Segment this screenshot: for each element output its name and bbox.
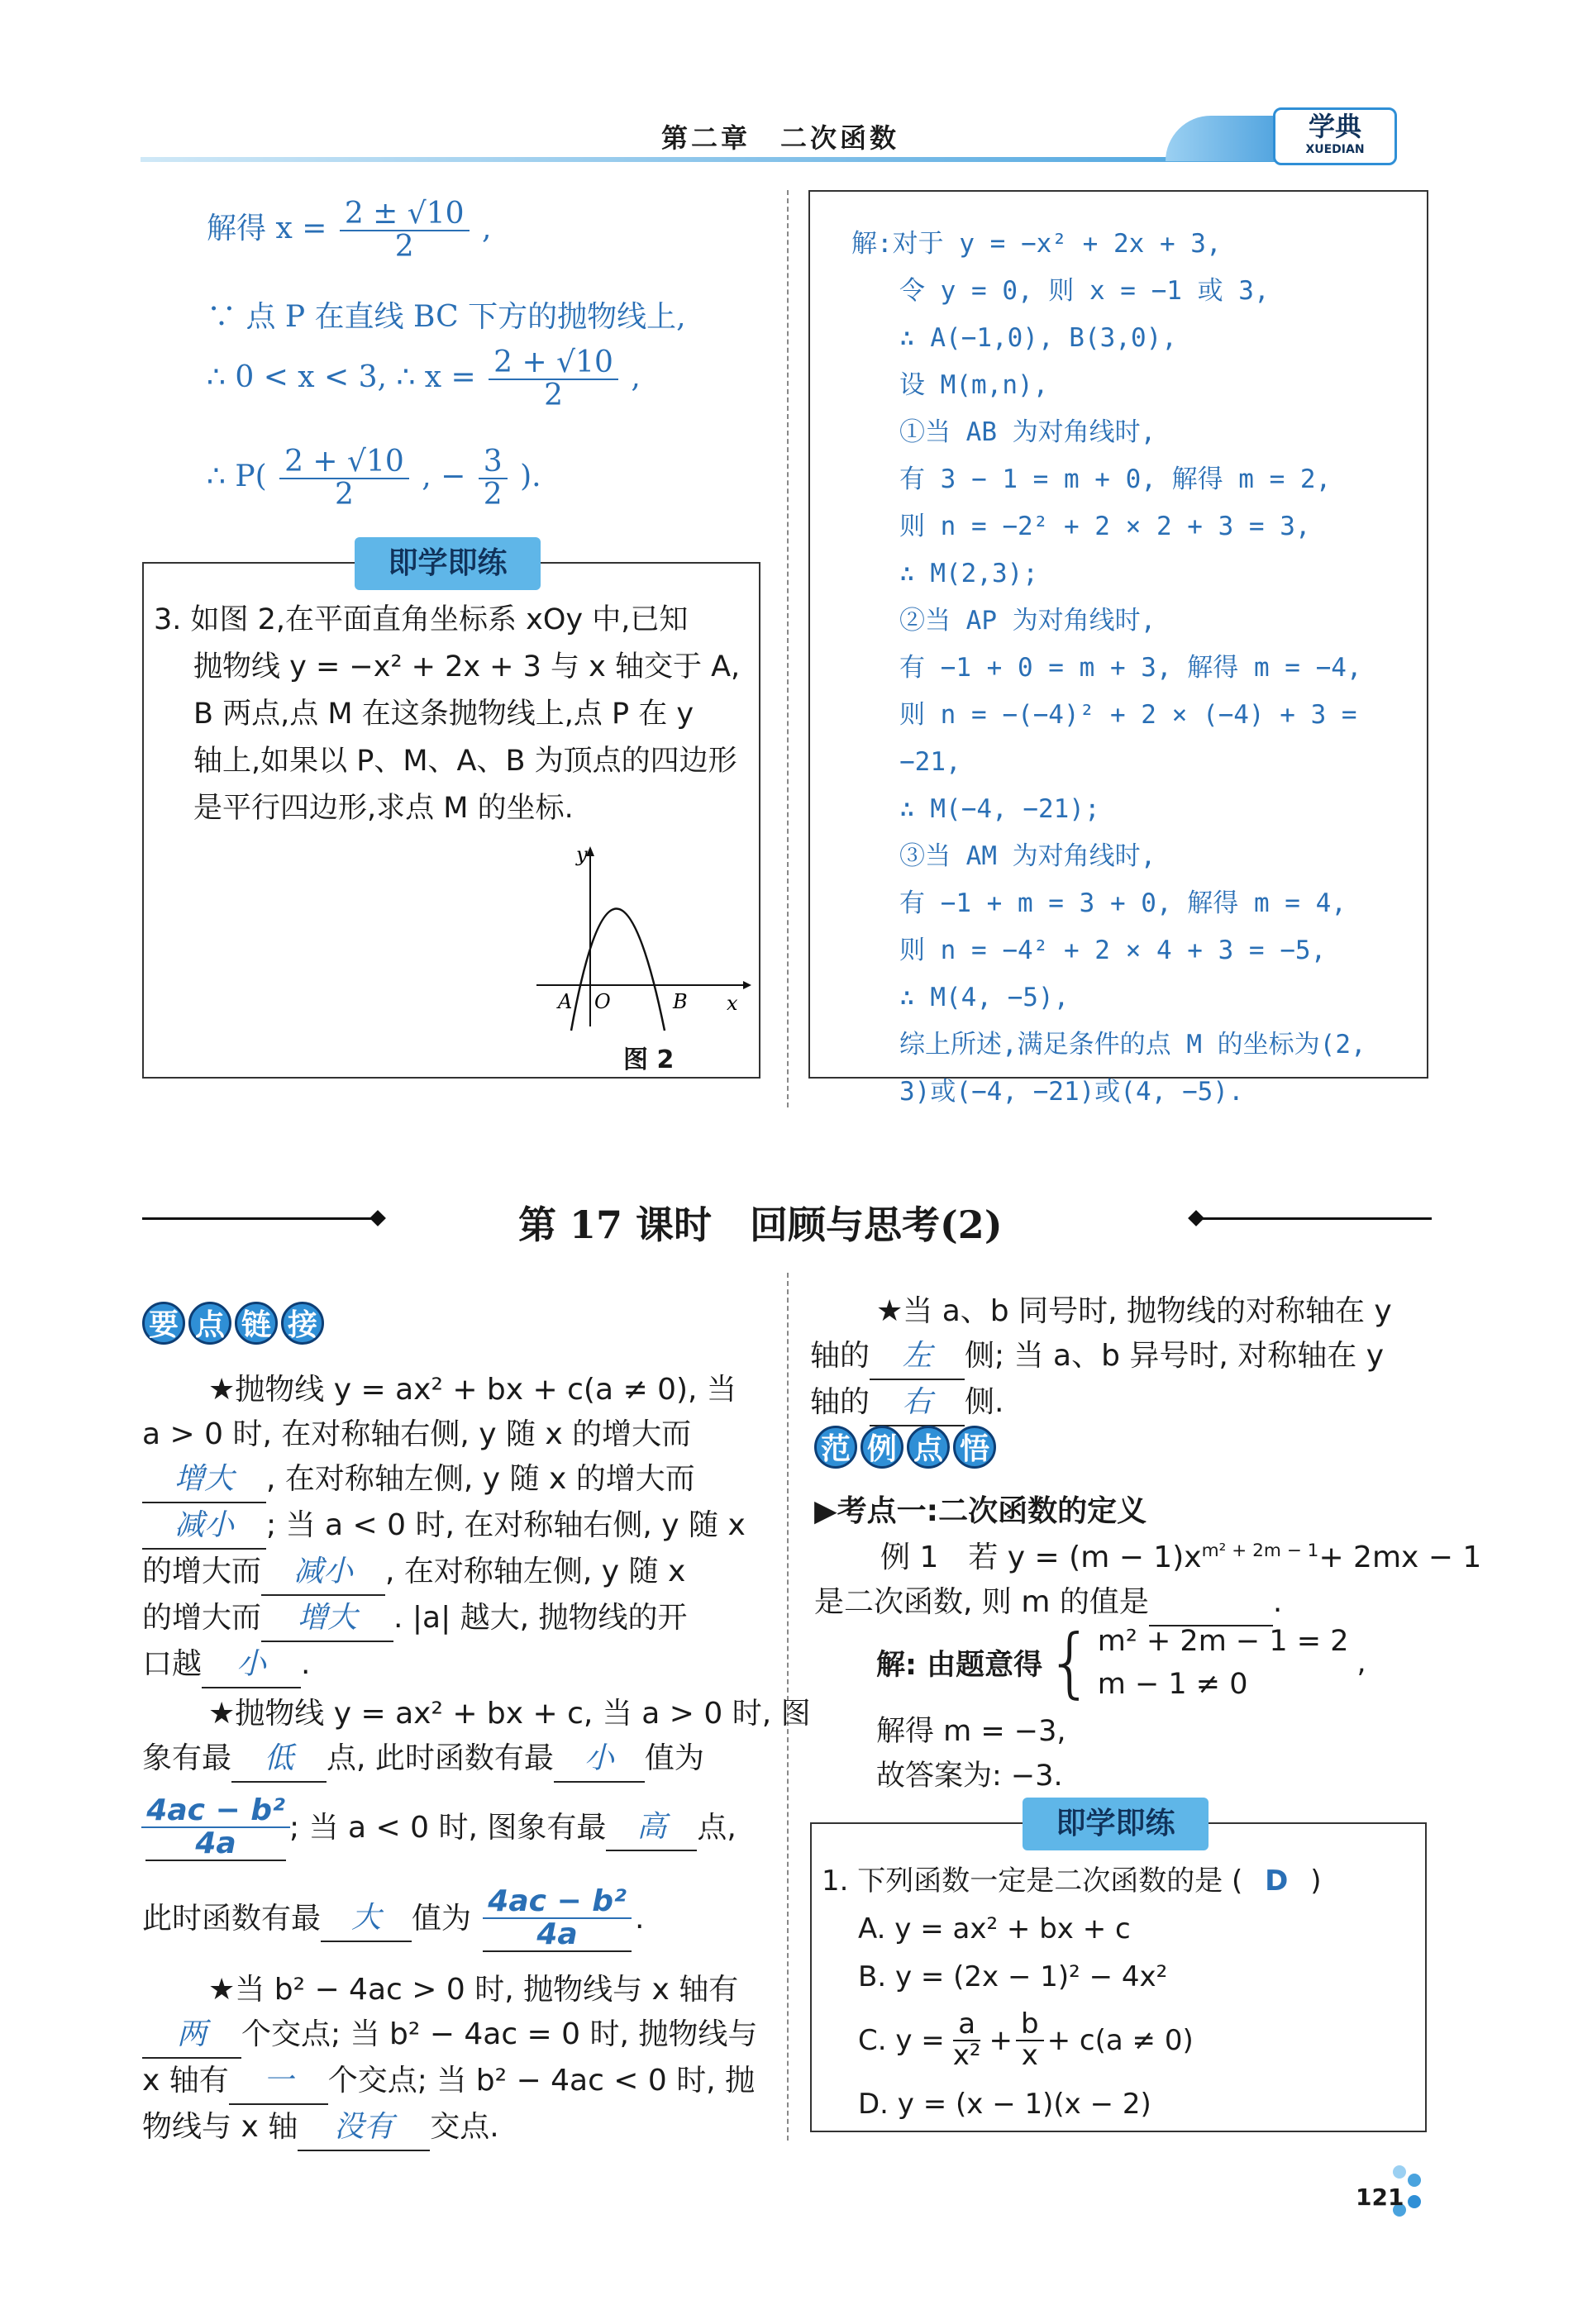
q1-answer: D: [1265, 1864, 1289, 1898]
solution-line-3: ∴ 0 < x < 3, ∴ x = $\frac{2 + √10}{2}$ ,: [207, 345, 641, 412]
answer-blank: 增大: [261, 1596, 393, 1642]
solution-step: 解得 m = −3,: [876, 1715, 1066, 1748]
header-rule: [141, 157, 1281, 162]
page-header: [132, 99, 1422, 178]
solution-line-2: ∵ 点 P 在直线 BC 下方的抛物线上,: [207, 300, 686, 334]
rc-line: ★当 a、b 同号时, 抛物线的对称轴在 y: [876, 1294, 1392, 1328]
figure-2-caption: 图 2: [623, 1045, 675, 1074]
answer-blank: 一: [229, 2059, 328, 2105]
fraction: $\frac{2 + √10}{2}$: [279, 446, 409, 511]
step-line: ∴ A(−1,0), B(3,0),: [899, 323, 1177, 353]
kp-line: a > 0 时, 在对称轴右侧, y 随 x 的增大而: [142, 1417, 692, 1451]
brand-logo: [1273, 107, 1397, 165]
answer-blank: 减小: [142, 1503, 266, 1550]
x-axis-arrow: [743, 981, 751, 989]
label-x: x: [727, 992, 738, 1015]
q1-stem: 1. 下列函数一定是二次函数的是 ( D ): [822, 1864, 1322, 1898]
step-line: ∴ M(2,3);: [899, 559, 1038, 588]
q3-line: 轴上,如果以 P、M、A、B 为顶点的四边形: [193, 745, 737, 778]
option-a: A. y = ax² + bx + c: [858, 1912, 1131, 1945]
hex-dot: [1393, 2165, 1406, 2179]
example-1-solution: [876, 1620, 1422, 1798]
kp-line: ★当 b² − 4ac > 0 时, 抛物线与 x 轴有: [208, 1973, 739, 2007]
solution-line-4: ∴ P( $\frac{2 + √10}{2}$ , − $\frac{3}{2}$ ).: [207, 445, 541, 512]
title-rule-right: [1200, 1217, 1432, 1220]
practice-title: 即学即练: [1023, 1798, 1209, 1850]
kp-line: ★抛物线 y = ax² + bx + c(a ≠ 0), 当: [208, 1373, 737, 1407]
answer-fraction: $\frac{\text{4ac − b²}}{4a}$: [145, 1795, 286, 1861]
example-stem: 例 1 若 $y = (m - 1)x^{m^2 + 2m - 1}+ 2mx - 1$: [880, 1541, 1482, 1574]
title-diamond-left: [369, 1210, 386, 1226]
fraction: $\frac{2 + √10}{2}$: [489, 347, 618, 412]
answer-blank: 高: [606, 1805, 697, 1851]
kp-line: x 轴有 一 个交点; 当 b² − 4ac < 0 时, 抛: [142, 2059, 770, 2105]
kaodian-heading: ▶考点一:二次函数的定义: [814, 1494, 1147, 1528]
banner-char: 范: [814, 1426, 857, 1469]
question-1: [822, 1857, 1417, 2128]
rc-line: 轴的 右 侧.: [810, 1380, 1430, 1426]
fraction: $\frac{2 \pm √10}{2}$: [340, 198, 470, 263]
kp-line: 增大 , 在对称轴左侧, y 随 x 的增大而: [142, 1457, 770, 1503]
right-column-text: [810, 1289, 1430, 1426]
kp-line: 此时函数有最 大 值为 $\frac{\text{4ac − b²}}{4a}$ .: [142, 1884, 645, 1951]
kp-line: 的增大而 减小 , 在对称轴左侧, y 随 x: [142, 1550, 770, 1596]
lesson-title-row: [142, 1190, 1432, 1248]
banner-char: 接: [281, 1302, 324, 1345]
title-rule-left: [142, 1217, 374, 1220]
column-divider-top: [787, 190, 789, 1107]
banner-char: 要: [142, 1302, 185, 1345]
section-key-points-banner: [142, 1302, 407, 1351]
answer-blank: 两: [142, 2012, 241, 2059]
kp-line: 的增大而 增大 . |a| 越大, 抛物线的开: [142, 1596, 770, 1642]
solution-step: 故答案为: −3.: [876, 1760, 1063, 1793]
kp-line: 两 个交点; 当 b² − 4ac = 0 时, 抛物线与: [142, 2012, 770, 2059]
step-line: ∴ M(4, −5),: [899, 983, 1070, 1012]
figure-2-parabola: [528, 845, 751, 1035]
step-line: 则 n = −2² + 2 × 2 + 3 = 3,: [899, 512, 1311, 541]
banner-char: 悟: [953, 1426, 996, 1469]
step-line: ①当 AB 为对角线时,: [899, 417, 1156, 447]
step-line: 则 n = −4² + 2 × 4 + 3 = −5,: [899, 936, 1327, 965]
step-line: ∴ M(−4, −21);: [899, 794, 1100, 824]
answer-blank: 左: [870, 1334, 965, 1380]
question-3-text: [154, 597, 749, 832]
q3-line: 是平行四边形,求点 M 的坐标.: [193, 792, 574, 825]
fraction: $\frac{b}{x}$: [1016, 2010, 1044, 2070]
kp-line: 物线与 x 轴 没有 交点.: [142, 2105, 770, 2151]
solution-steps: [851, 221, 1422, 1116]
step-line: 3)或(−4, −21)或(4, −5).: [899, 1077, 1244, 1107]
step-line: 令 y = 0, 则 x = −1 或 3,: [899, 276, 1270, 306]
rc-line: 轴的 左 侧; 当 a、b 异号时, 对称轴在 y: [810, 1334, 1430, 1380]
lesson-title: 第 17 课时 回顾与思考(2): [518, 1202, 1003, 1247]
solution-system: 解: 由题意得 { m² + 2m − 1 = 2 m − 1 ≠ 0 ,: [876, 1618, 1366, 1707]
step-line: 则 n = −(−4)² + 2 × (−4) + 3 = −21,: [899, 700, 1357, 777]
answer-blank: 小: [554, 1736, 645, 1783]
banner-char: 点: [907, 1426, 950, 1469]
step-line: 有 −1 + m = 3 + 0, 解得 m = 4,: [899, 888, 1347, 918]
answer-blank: 右: [870, 1380, 965, 1426]
step-line: ②当 AP 为对角线时,: [899, 606, 1156, 636]
chapter-title: 第二章 二次函数: [661, 122, 900, 154]
answer-blank: 增大: [142, 1457, 266, 1503]
answer-fraction: $\frac{\text{4ac − b²}}{4a}$: [483, 1886, 632, 1952]
kp-line: $\frac{\text{4ac − b²}}{4a}$ ; 当 a < 0 时, 图象有最 高 点,: [142, 1783, 770, 1874]
kp-line: 口越 小 .: [142, 1642, 770, 1688]
practice-box-q3: [142, 546, 760, 1079]
label-a: A: [558, 990, 573, 1013]
solution-box-right: [808, 190, 1428, 1107]
step-line: 有 3 − 1 = m + 0, 解得 m = 2,: [899, 464, 1332, 494]
section-example-banner: [814, 1426, 1079, 1475]
brand-logo-sub: XUEDIAN: [1305, 143, 1365, 156]
example-stem-2: 是二次函数, 则 m 的值是 .: [814, 1580, 1434, 1626]
option-c: C. y = $\frac{a}{\text{x²}}$ + $\frac{b}{x}$ + c(a ≠ 0): [858, 2007, 1194, 2072]
step-line: 有 −1 + 0 = m + 3, 解得 m = −4,: [899, 653, 1362, 683]
practice-title: 即学即练: [355, 537, 541, 590]
answer-blank: 减小: [261, 1550, 385, 1596]
step-line: ③当 AM 为对角线时,: [899, 841, 1156, 871]
answer-blank: 没有: [298, 2105, 430, 2151]
solution-line-1: 解得 x = $\frac{2 \pm √10}{2}$ ,: [207, 197, 492, 264]
brand-logo-main: 学典: [1308, 111, 1361, 142]
q3-line: B 两点,点 M 在这条抛物线上,点 P 在 y: [193, 698, 694, 731]
banner-char: 链: [235, 1302, 278, 1345]
step-line: 解:对于 y = −x² + 2x + 3,: [851, 229, 1222, 259]
banner-char: 例: [861, 1426, 903, 1469]
parabola-curve: [571, 909, 665, 1031]
step-line: 设 M(m,n),: [899, 370, 1049, 400]
fraction: $\frac{3}{2}$: [479, 446, 508, 511]
label-y: y: [576, 845, 588, 866]
system-eq-2: m − 1 ≠ 0: [1097, 1668, 1248, 1701]
q3-line: 3. 如图 2,在平面直角坐标系 xOy 中,已知: [154, 603, 689, 636]
brace: {: [1046, 1618, 1094, 1707]
option-d: D. y = (x − 1)(x − 2): [858, 2088, 1151, 2121]
option-b: B. y = (2x − 1)² − 4x²: [858, 1960, 1168, 1993]
q3-line: 抛物线 y = −x² + 2x + 3 与 x 轴交于 A,: [193, 650, 741, 683]
example-1: [814, 1529, 1482, 1626]
hex-dot: [1408, 2195, 1421, 2208]
system-eq-1: m² + 2m − 1 = 2: [1097, 1625, 1349, 1658]
practice-box-q1: [810, 1807, 1427, 2132]
answer-blank: 低: [231, 1736, 327, 1783]
key-points-text: [142, 1368, 811, 2151]
kp-line: ★抛物线 y = ax² + bx + c, 当 a > 0 时, 图: [208, 1697, 811, 1731]
kp-line: 象有最 低 点, 此时函数有最 小 值为: [142, 1736, 770, 1783]
answer-blank: 大: [321, 1896, 412, 1942]
step-line: 综上所述,满足条件的点 M 的坐标为(2,: [899, 1030, 1366, 1060]
page-number: 121: [1356, 2184, 1404, 2211]
label-b: B: [673, 990, 688, 1013]
answer-blank: 小: [202, 1642, 301, 1688]
label-o: O: [594, 990, 611, 1013]
kp-line: 减小 ; 当 a < 0 时, 在对称轴右侧, y 随 x: [142, 1503, 770, 1550]
hex-dot: [1408, 2174, 1421, 2187]
banner-char: 点: [188, 1302, 231, 1345]
fraction: $\frac{a}{\text{x²}}$: [952, 2007, 981, 2072]
